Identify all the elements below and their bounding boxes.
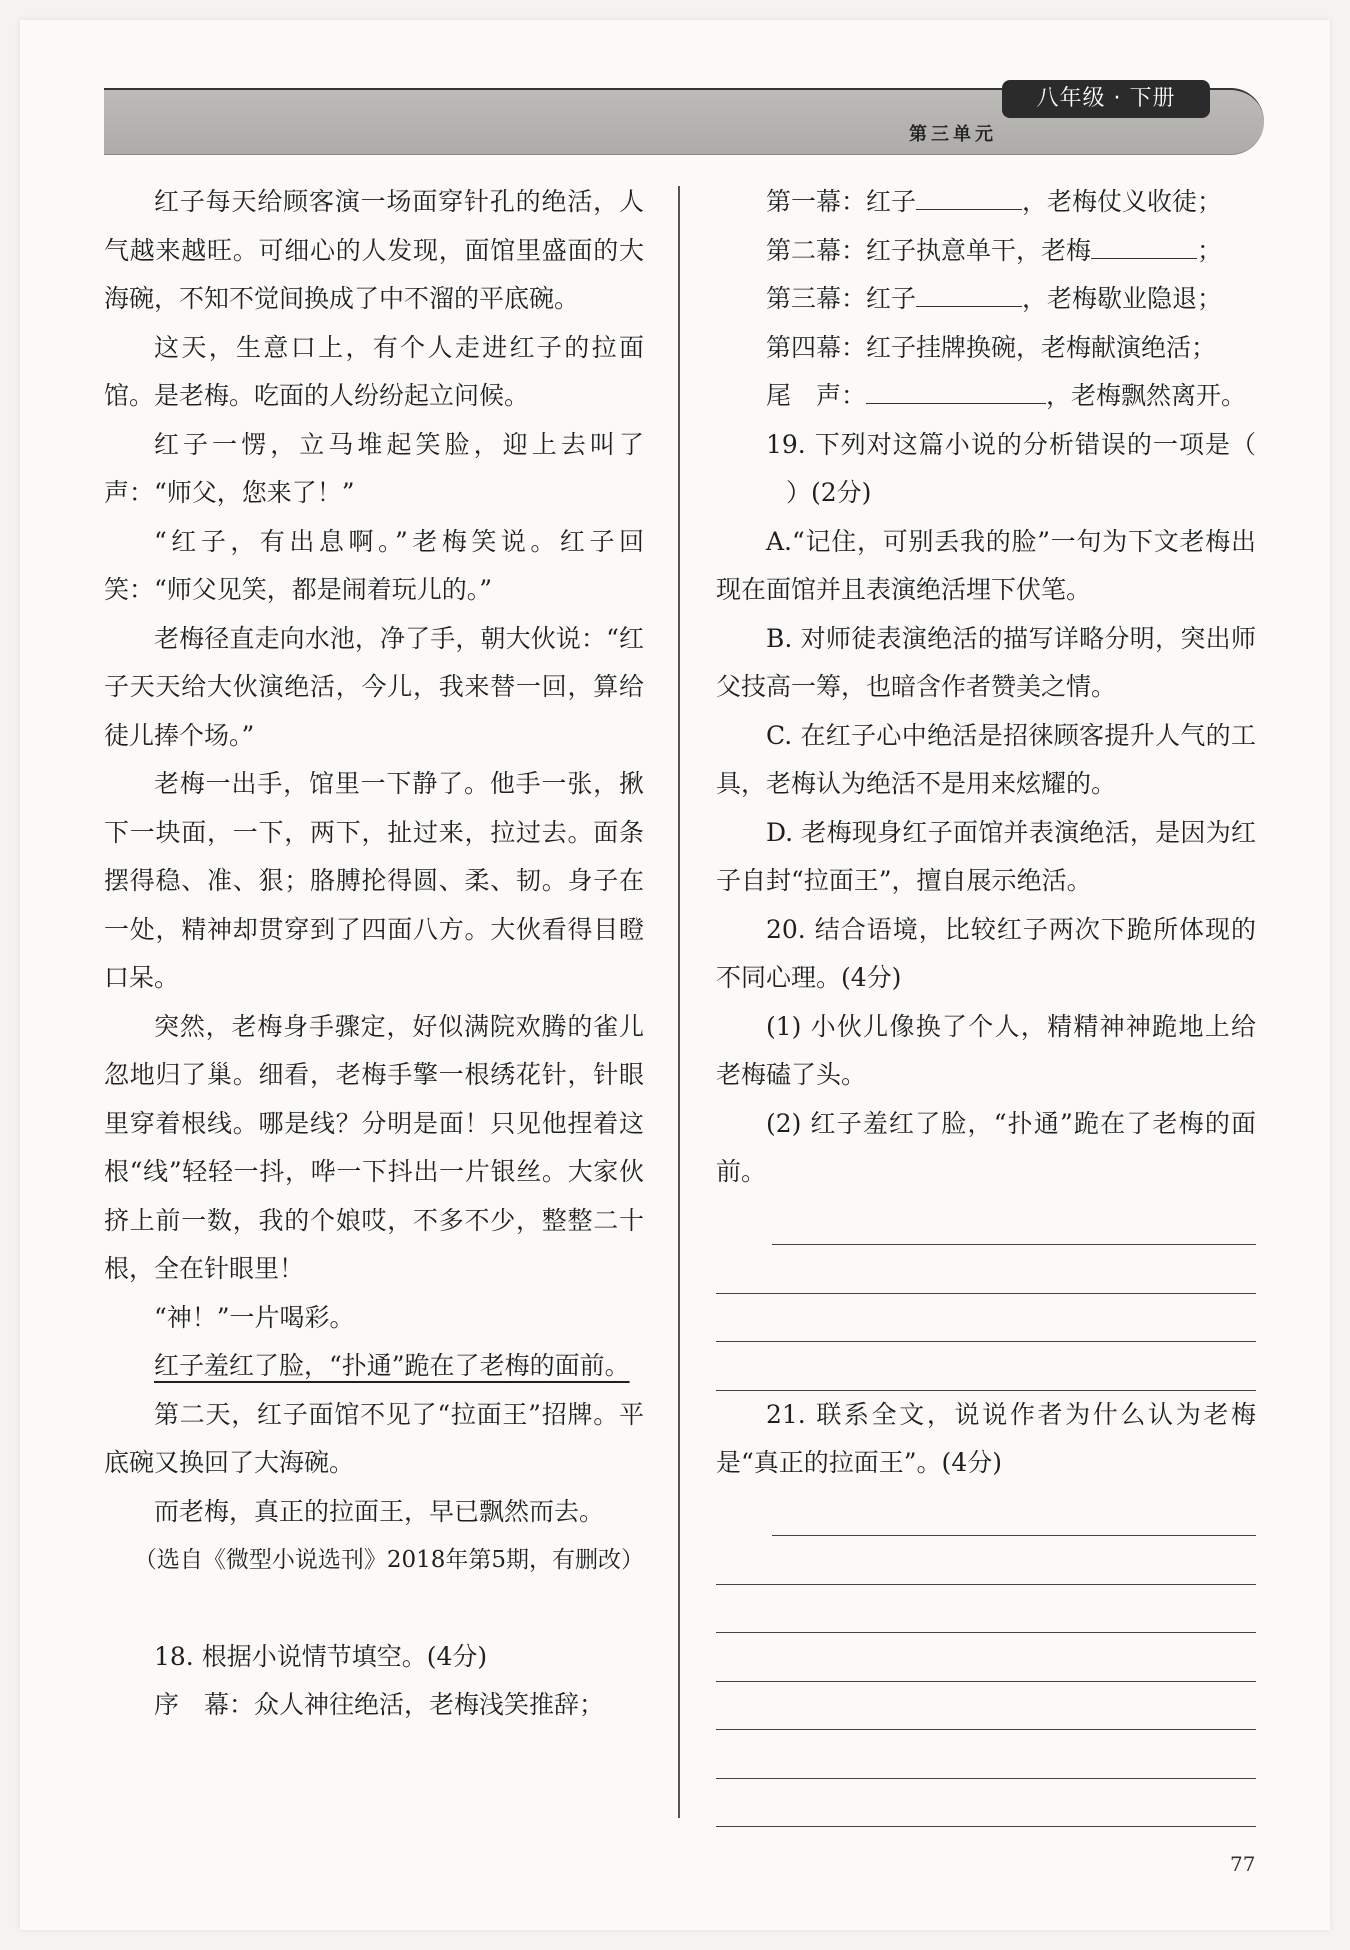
answer-line[interactable] bbox=[716, 1779, 1256, 1828]
answer-line[interactable] bbox=[716, 1730, 1256, 1779]
answer-line[interactable] bbox=[716, 1294, 1256, 1343]
question-20-item-1: (1) 小伙儿像换了个人，精精神神跪地上给老梅磕了头。 bbox=[716, 1011, 1256, 1089]
story-paragraph: 红子每天给顾客演一场面穿针孔的绝活，人气越来越旺。可细心的人发现，面馆里盛面的大海碗，不知不觉间换成了中不溜的平底碗。 bbox=[104, 187, 644, 313]
fill-blank-act-2[interactable] bbox=[1091, 257, 1197, 259]
answer-line[interactable] bbox=[716, 1633, 1256, 1682]
fill-blank-epilogue[interactable] bbox=[866, 402, 1046, 404]
question-21-stem: 21. 联系全文，说说作者为什么认为老梅是“真正的拉面王”。(4分) bbox=[716, 1399, 1256, 1477]
question-18-stem: 18. 根据小说情节填空。(4分) bbox=[154, 1641, 488, 1671]
act-1: 第一幕：红子 ，老梅仗义收徒； bbox=[766, 187, 1223, 216]
answer-line[interactable] bbox=[716, 1342, 1256, 1391]
underlined-sentence: 红子羞红了脸，“扑通”跪在了老梅的面前。 bbox=[154, 1351, 630, 1380]
answer-line[interactable] bbox=[716, 1245, 1256, 1294]
question-19-stem: 19. 下列对这篇小说的分析错误的一项是（）(2分) bbox=[766, 429, 1256, 507]
story-paragraph: 而老梅，真正的拉面王，早已飘然而去。 bbox=[154, 1496, 605, 1526]
answer-line[interactable] bbox=[772, 1197, 1256, 1246]
left-column bbox=[104, 178, 644, 1730]
act-3: 第三幕：红子 ，老梅歇业隐退； bbox=[766, 284, 1223, 313]
epilogue: 尾 声： ，老梅飘然离开。 bbox=[766, 381, 1247, 410]
right-column bbox=[716, 178, 1256, 1827]
story-paragraph: 第二天，红子面馆不见了“拉面王”招牌。平底碗又换回了大海碗。 bbox=[104, 1399, 644, 1477]
answer-line[interactable] bbox=[716, 1585, 1256, 1634]
page-number: 77 bbox=[1230, 1852, 1256, 1876]
question-20-item-2: (2) 红子羞红了脸，“扑通”跪在了老梅的面前。 bbox=[716, 1108, 1256, 1186]
story-paragraph: 老梅径直走向水池，净了手，朝大伙说：“红子天天给大伙演绝活，今儿，我来替一回，算给徒儿捧个场。” bbox=[104, 623, 644, 750]
fill-blank-act-3[interactable] bbox=[916, 305, 1022, 307]
fill-blank-act-1[interactable] bbox=[916, 208, 1022, 210]
option-c: C. 在红子心中绝活是招徕顾客提升人气的工具，老梅认为绝活不是用来炫耀的。 bbox=[716, 720, 1256, 798]
underlined-paragraph bbox=[104, 1342, 644, 1391]
story-paragraph: “红子，有出息啊。”老梅笑说。红子回笑：“师父见笑，都是闹着玩儿的。” bbox=[104, 526, 644, 604]
story-paragraph: 老梅一出手，馆里一下静了。他手一张，揪下一块面，一下，两下，扯过来，拉过去。面条摆得稳、准、狠；胳膊抡得圆、柔、韧。身子在一处，精神却贯穿到了四面八方。大伙看得目瞪口呆。 bbox=[104, 769, 644, 992]
question-20-stem: 20. 结合语境，比较红子两次下跪所体现的不同心理。(4分) bbox=[716, 914, 1256, 992]
option-d: D. 老梅现身红子面馆并表演绝活，是因为红子自封“拉面王”，擅自展示绝活。 bbox=[716, 817, 1256, 895]
column-divider bbox=[678, 186, 680, 1818]
story-paragraph: 红子一愣，立马堆起笑脸，迎上去叫了声：“师父，您来了！” bbox=[104, 429, 644, 507]
answer-line[interactable] bbox=[716, 1682, 1256, 1731]
story-paragraph: 这天，生意口上，有个人走进红子的拉面馆。是老梅。吃面的人纷纷起立问候。 bbox=[104, 332, 644, 410]
act-4: 第四幕：红子挂牌换碗，老梅献演绝活； bbox=[766, 332, 1217, 362]
answer-line[interactable] bbox=[716, 1536, 1256, 1585]
question-18-prologue: 序 幕：众人神往绝活，老梅浅笑推辞； bbox=[154, 1690, 605, 1719]
story-paragraph: 突然，老梅身手骤定，好似满院欢腾的雀儿忽地归了巢。细看，老梅手擎一根绣花针，针眼里穿着根线。哪是线？分明是面！只见他捏着这根“线”轻轻一抖，哗一下抖出一片银丝。大家伙挤上前一数，我的个娘哎，不多不少，整整二十根，全在针眼里！ bbox=[104, 1011, 644, 1283]
act-2: 第二幕：红子执意单干，老梅 ； bbox=[766, 235, 1223, 265]
grade-tab: 八年级 · 下册 bbox=[1002, 80, 1210, 118]
answer-line[interactable] bbox=[772, 1488, 1256, 1537]
option-a: A.“记住，可别丢我的脸”一句为下文老梅出现在面馆并且表演绝活埋下伏笔。 bbox=[716, 526, 1256, 604]
option-b: B. 对师徒表演绝活的描写详略分明，突出师父技高一筹，也暗含作者赞美之情。 bbox=[716, 623, 1256, 701]
source-citation: （选自《微型小说选刊》2018年第5期，有删改） bbox=[133, 1547, 644, 1573]
story-paragraph: “神！”一片喝彩。 bbox=[154, 1302, 355, 1332]
unit-label: 第三单元 bbox=[909, 124, 997, 145]
